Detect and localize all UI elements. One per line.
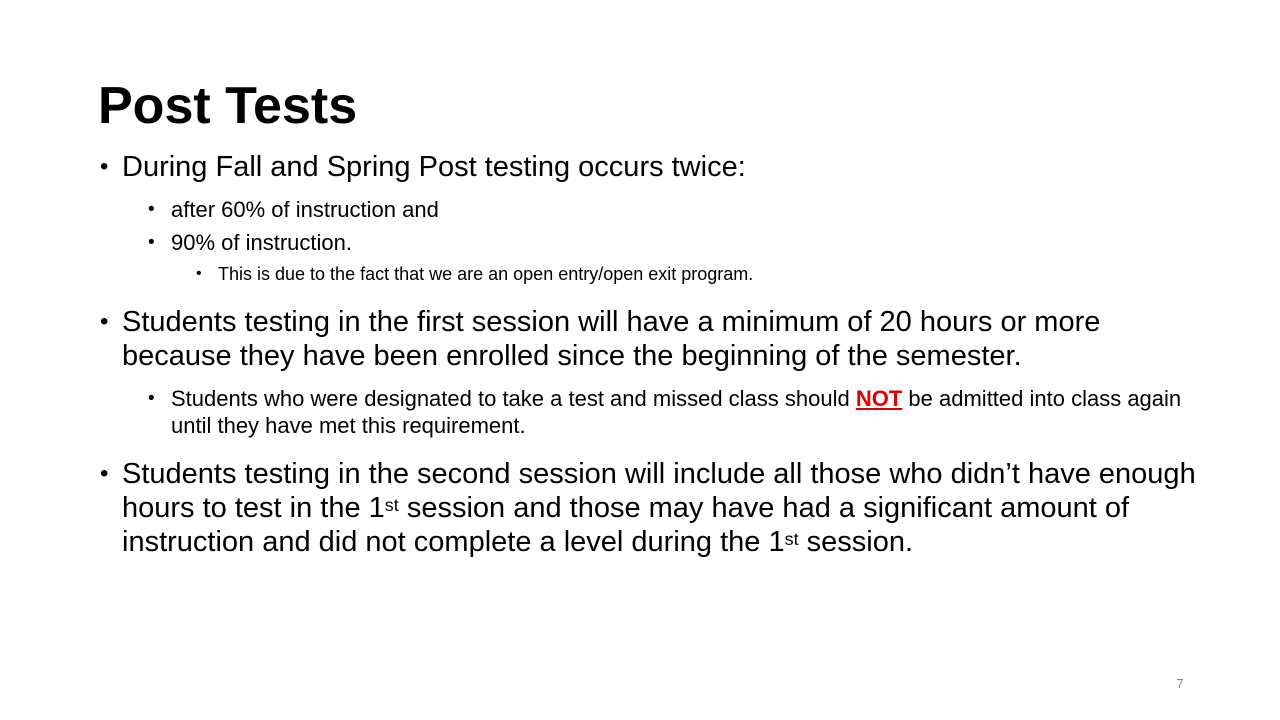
sub-sub-bullet-item-1-2-1 (100, 263, 1200, 285)
bullet-icon: • (100, 460, 109, 487)
bullet-text: Students testing in the first session will have a minimum of 20 hours or more because they have been enrolled since the beginning of the semester. (122, 306, 1101, 372)
bullet-item-2 (100, 305, 1200, 373)
sub-bullet-text-before: Students who were designated to take a test and missed class should (171, 386, 856, 411)
bullet-list (100, 150, 1200, 559)
sub-bullet-item-2-1 (100, 385, 1200, 439)
emphasis-not: NOT (855, 386, 903, 411)
bullet-item-1 (100, 150, 1200, 184)
sub-bullet-text-after: be admitted into class again until they have met this requirement. (171, 386, 1182, 438)
bullet-text: During Fall and Spring Post testing occurs twice: (122, 151, 746, 183)
sub-bullet-text: after 60% of instruction and (171, 197, 439, 222)
bullet-text-part-3: session. (798, 526, 914, 558)
slide-title: Post Tests (98, 77, 358, 135)
sub-sub-bullet-text: This is due to the fact that we are an open entry/open exit program. (218, 264, 754, 284)
bullet-text-part-1: Students testing in the second session will include all those who didn’t have enough hours to test in the 1 (122, 458, 1196, 524)
sub-bullet-item-1-1 (100, 196, 1200, 223)
sub-bullet-text: 90% of instruction. (171, 230, 352, 255)
bullet-icon: • (148, 232, 155, 253)
slide-number: 7 (1176, 676, 1184, 691)
slide-body (100, 150, 1200, 559)
superscript-st: st (784, 528, 799, 549)
bullet-text-part-2: session and those may have had a significant amount of instruction and did not complete a level during the 1 (122, 492, 1130, 558)
superscript-st: st (384, 494, 399, 515)
bullet-icon: • (196, 265, 202, 282)
sub-bullet-item-1-2 (100, 229, 1200, 256)
bullet-icon: • (100, 308, 109, 335)
bullet-item-3 (100, 457, 1200, 559)
bullet-icon: • (148, 388, 155, 409)
bullet-icon: • (148, 199, 155, 220)
bullet-icon: • (100, 153, 109, 180)
